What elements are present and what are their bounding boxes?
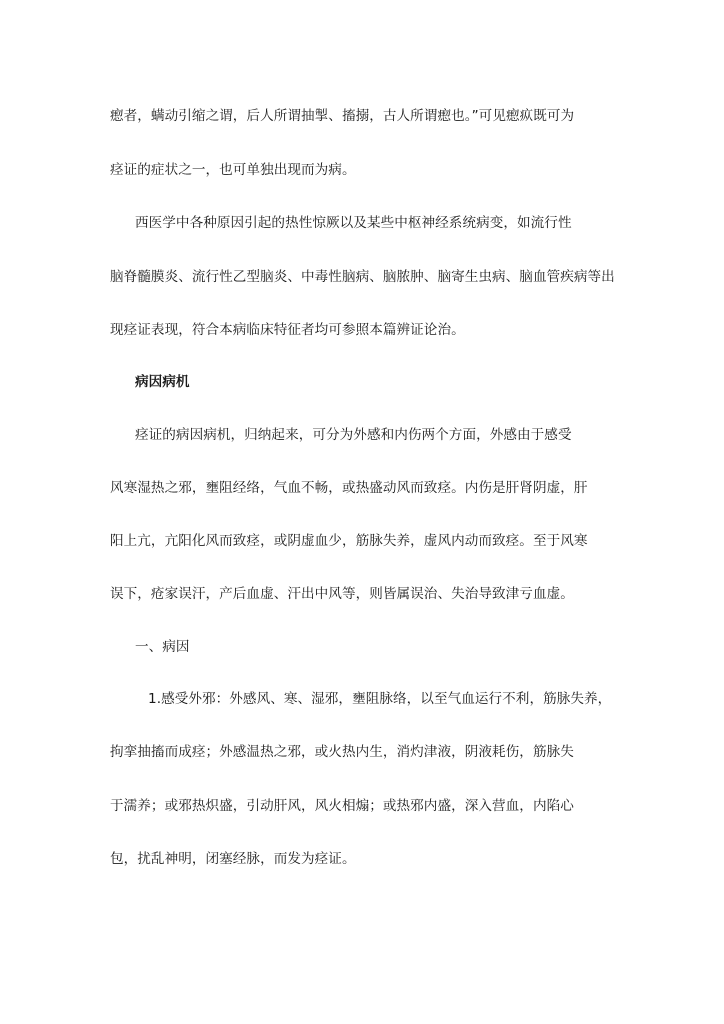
text-line-1: 瘛者，螨动引缩之谓，后人所谓抽掣、搐搦，古人所谓瘛也。”可见瘛疭既可为 — [110, 108, 575, 124]
text-line-7: 风寒湿热之邪，壅阻经络，气血不畅，或热盛动风而致痉。内伤是肝肾阴虚，肝 — [110, 480, 588, 496]
text-line-3: 西医学中各种原因引起的热性惊厥以及某些中枢神经系统病变，如流行性 — [135, 215, 572, 231]
subsection-heading: 一、病因 — [135, 639, 190, 655]
section-heading: 病因病机 — [135, 374, 190, 390]
text-line-13: 包，扰乱神明，闭塞经脉，而发为痉证。 — [110, 851, 356, 867]
text-line-9: 误下，疮家误汗，产后血虚、汗出中风等，则皆属误治、失治导致津亏血虚。 — [110, 586, 574, 602]
text-line-8: 阳上亢，亢阳化风而致痉，或阴虚血少，筋脉失养，虚风内动而致痉。至于风寒 — [110, 533, 588, 549]
text-line-10: 1.感受外邪：外感风、寒、湿邪，壅阻脉络，以至气血运行不利，筋脉失养， — [148, 691, 612, 707]
text-line-12: 于濡养；或邪热炽盛，引动肝风，风火相煽；或热邪内盛，深入营血，内陷心 — [110, 798, 574, 814]
text-line-5: 现痉证表现，符合本病临床特征者均可参照本篇辨证论治。 — [110, 322, 465, 338]
text-line-2: 痉证的症状之一，也可单独出现而为病。 — [110, 162, 356, 178]
text-line-6: 痉证的病因病机，归纳起来，可分为外感和内伤两个方面，外感由于感受 — [135, 427, 572, 443]
text-line-11: 拘挛抽搐而成痉；外感温热之邪，或火热内生，消灼津液，阴液耗伤，筋脉失 — [110, 744, 574, 760]
text-line-4: 脑脊髓膜炎、流行性乙型脑炎、中毒性脑病、脑脓肿、脑寄生虫病、脑血管疾病等出 — [110, 269, 615, 285]
